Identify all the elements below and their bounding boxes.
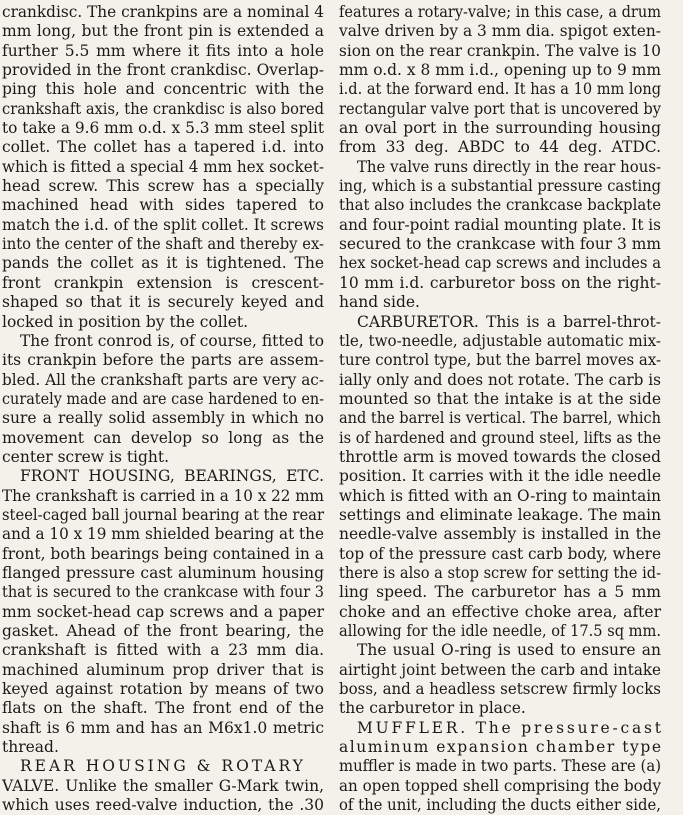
text-line: VALVE. Unlike the smaller G-Mark twin, bbox=[2, 776, 324, 795]
text-line: further 5.5 mm where it fits into a hole bbox=[2, 41, 324, 60]
text-line: its crankpin before the parts are assem- bbox=[2, 351, 324, 370]
text-line: provided in the front crankdisc. Overlap- bbox=[2, 61, 324, 80]
text-line: an oval port in the surrounding housing bbox=[339, 119, 661, 138]
text-line: secured to the crankcase with four 3 mm bbox=[339, 235, 661, 254]
text-line: that is secured to the crankcase with four 3 bbox=[2, 583, 324, 602]
text-line: shaped so that it is securely keyed and bbox=[2, 293, 324, 312]
section-heading: REAR HOUSING & ROTARY bbox=[20, 757, 306, 776]
text-line: flats on the shaft. The front end of the bbox=[2, 699, 324, 718]
text-line: ping this hole and concentric with the bbox=[2, 80, 324, 99]
text-line: muffler is made in two parts. These are (a) bbox=[339, 757, 661, 776]
text-line: The front conrod is, of course, fitted to bbox=[20, 331, 324, 350]
text-line: and the barrel is vertical. The barrel, which bbox=[339, 409, 661, 428]
text-line: top of the pressure cast carb body, where bbox=[339, 544, 661, 563]
text-line: crankshaft axis, the crankdisc is also bored bbox=[2, 99, 324, 118]
text-line: throttle arm is moved towards the closed bbox=[339, 447, 661, 466]
text-line: needle-valve assembly is installed in the bbox=[339, 525, 661, 544]
text-line: crankdisc. The crankpins are a nominal 4 bbox=[2, 3, 324, 21]
section-heading: CARBURETOR. This is a barrel-throt- bbox=[357, 312, 661, 331]
text-line: there is also a stop screw for setting the id- bbox=[339, 563, 661, 582]
text-line: aluminum expansion chamber type bbox=[339, 738, 663, 757]
text-line: thread. bbox=[2, 738, 59, 757]
text-line: center screw is tight. bbox=[2, 447, 170, 466]
text-line: mm socket-head cap screws and a paper bbox=[2, 602, 324, 621]
text-line: flanged pressure cast aluminum housing bbox=[2, 563, 324, 582]
text-line: shaft is 6 mm and has an M6x1.0 metric bbox=[2, 718, 324, 737]
section-heading: FRONT HOUSING, BEARINGS, ETC. bbox=[20, 467, 324, 486]
text-line: of the unit, including the ducts either side, bbox=[339, 796, 661, 815]
text-line: mounted so that the intake is at the side bbox=[339, 389, 661, 408]
text-line: an open topped shell comprising the body bbox=[339, 776, 661, 795]
text-line: front, both bearings being contained in a bbox=[2, 544, 324, 563]
right-text-column bbox=[339, 3, 664, 815]
text-line: hex socket-head cap screws and includes a bbox=[339, 254, 661, 273]
text-line: boss, and a headless setscrew firmly locks bbox=[339, 680, 661, 699]
text-line: to take a 9.6 mm o.d. x 5.3 mm steel split bbox=[2, 119, 324, 138]
text-line: mm long, but the front pin is extended a bbox=[2, 22, 324, 41]
text-line: head screw. This screw has a specially bbox=[2, 177, 324, 196]
text-line: and a 10 x 19 mm shielded bearing at the bbox=[2, 525, 324, 544]
text-line: that also includes the crankcase backplate bbox=[339, 196, 661, 215]
section-heading: MUFFLER. The pressure-cast bbox=[357, 718, 664, 737]
text-line: ing, which is a substantial pressure casting bbox=[339, 177, 661, 196]
text-line: features a rotary-valve; in this case, a drum bbox=[339, 3, 661, 21]
text-line: which is fitted with an O-ring to maintain bbox=[339, 486, 661, 505]
text-line: pands the collet as it is tightened. The bbox=[2, 254, 324, 273]
text-line: match the i.d. of the split collet. It screws bbox=[2, 215, 324, 234]
text-line: which uses reed-valve induction, the .30 bbox=[2, 796, 324, 815]
text-line: gasket. Ahead of the front bearing, the bbox=[2, 622, 324, 640]
text-line: position. It carries with it the idle needle bbox=[339, 467, 661, 486]
text-line: allowing for the idle needle, of 17.5 sq mm. bbox=[339, 622, 661, 640]
text-line: and four-point radial mounting plate. It is bbox=[339, 215, 661, 234]
text-line: The usual O-ring is used to ensure an bbox=[357, 641, 661, 660]
text-line: choke and an effective choke area, after bbox=[339, 602, 661, 621]
text-line: 10 mm i.d. carburetor boss on the right- bbox=[339, 273, 661, 292]
text-line: bled. All the crankshaft parts are very ac- bbox=[2, 370, 324, 389]
text-line: The valve runs directly in the rear hous- bbox=[357, 157, 661, 176]
text-line: settings and eliminate leakage. The main bbox=[339, 505, 661, 524]
text-line: locked in position by the collet. bbox=[2, 312, 249, 331]
text-line: collet. The collet has a tapered i.d. into bbox=[2, 138, 324, 157]
text-line: machined aluminum prop driver that is bbox=[2, 660, 324, 679]
text-line: hand side. bbox=[339, 293, 420, 312]
text-line: sion on the rear crankpin. The valve is 10 bbox=[339, 41, 661, 60]
text-line: keyed against rotation by means of two bbox=[2, 680, 324, 699]
text-line: sure a really solid assembly in which no bbox=[2, 409, 324, 428]
text-line: airtight joint between the carb and intake bbox=[339, 660, 661, 679]
text-line: into the center of the shaft and thereby ex- bbox=[2, 235, 324, 254]
text-line: valve driven by a 3 mm dia. spigot exten- bbox=[339, 22, 661, 41]
text-line: crankshaft is fitted with a 23 mm dia. bbox=[2, 641, 324, 660]
text-line: machined head with sides tapered to bbox=[2, 196, 324, 215]
text-line: mm o.d. x 8 mm i.d., opening up to 9 mm bbox=[339, 61, 661, 80]
text-line: tle, two-needle, adjustable automatic mix- bbox=[339, 331, 661, 350]
text-line: rectangular valve port that is uncovered by bbox=[339, 99, 661, 118]
text-line: movement can develop so long as the bbox=[2, 428, 324, 447]
text-line: which is fitted a special 4 mm hex socket- bbox=[2, 157, 324, 176]
left-text-column bbox=[2, 3, 324, 815]
text-line: is of hardened and ground steel, lifts as the bbox=[339, 428, 661, 447]
text-line: ture control type, but the barrel moves ax- bbox=[339, 351, 661, 370]
text-line: steel-caged ball journal bearing at the rear bbox=[2, 505, 324, 524]
text-line: ling speed. The carburetor has a 5 mm bbox=[339, 583, 661, 602]
text-line: the carburetor in place. bbox=[339, 699, 526, 718]
text-line: from 33 deg. ABDC to 44 deg. ATDC. bbox=[339, 138, 661, 157]
text-line: curately made and are case hardened to en- bbox=[2, 389, 324, 408]
text-line: front crankpin extension is crescent- bbox=[2, 273, 324, 292]
text-line: ially only and does not rotate. The carb is bbox=[339, 370, 661, 389]
text-line: The crankshaft is carried in a 10 x 22 mm bbox=[2, 486, 324, 505]
text-line: i.d. at the forward end. It has a 10 mm long bbox=[339, 80, 661, 99]
